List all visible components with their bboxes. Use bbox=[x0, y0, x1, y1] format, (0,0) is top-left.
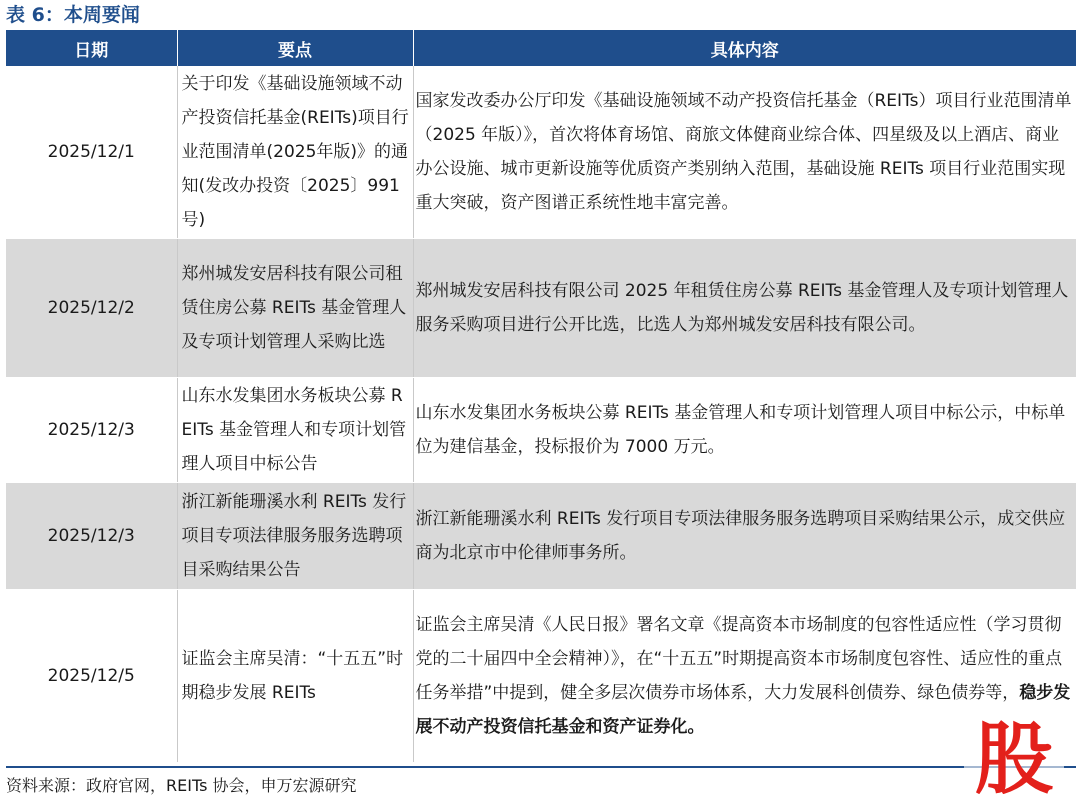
table-row bbox=[6, 239, 1076, 378]
row-detail-text: 郑州城发安居科技有限公司 2025 年租赁住房公募 REITs 基金管理人及专项计划管理人服务采购项目进行公开比选，比选人为郑州城发安居科技有限公司。 bbox=[415, 281, 1069, 335]
row-date: 2025/12/1 bbox=[6, 66, 177, 239]
stock-stamp-icon bbox=[964, 716, 1064, 794]
row-detail-text: 山东水发集团水务板块公募 REITs 基金管理人和专项计划管理人项目中标公示，中标单位为建信基金，投标报价为 7000 万元。 bbox=[415, 403, 1066, 457]
row-detail bbox=[413, 239, 1076, 378]
row-date: 2025/12/3 bbox=[6, 378, 177, 483]
row-point: 证监会主席吴清：“十五五”时期稳步发展 REITs bbox=[177, 590, 413, 763]
table-row bbox=[6, 66, 1076, 239]
row-detail bbox=[413, 66, 1076, 239]
row-point: 浙江新能珊溪水利 REITs 发行项目专项法律服务服务选聘项目采购结果公告 bbox=[177, 483, 413, 590]
row-detail-bold: 稳步发展不动产投资信托基金和资产证券化。 bbox=[415, 683, 1071, 737]
table-bottom-rule bbox=[6, 766, 1076, 768]
table-header-row bbox=[6, 30, 1076, 66]
table-row bbox=[6, 483, 1076, 590]
row-date: 2025/12/3 bbox=[6, 483, 177, 590]
table-row bbox=[6, 590, 1076, 763]
row-detail-text: 证监会主席吴清《人民日报》署名文章《提高资本市场制度的包容性适应性（学习贯彻党的二十届四中全会精神）》，在“十五五”时期提高资本市场制度包容性、适应性的重点任务举措”中提到，健全多层次债券市场体系，大力发展科创债券、绿色债券等， bbox=[415, 615, 1063, 703]
column-header-point: 要点 bbox=[177, 30, 413, 66]
row-point: 郑州城发安居科技有限公司租赁住房公募 REITs 基金管理人及专项计划管理人采购比选 bbox=[177, 239, 413, 378]
row-point: 关于印发《基础设施领域不动产投资信托基金(REITs)项目行业范围清单(2025年版)》的通知(发改办投资〔2025〕991 号) bbox=[177, 66, 413, 239]
table-title: 表 6：本周要闻 bbox=[6, 4, 140, 26]
row-detail bbox=[413, 378, 1076, 483]
row-point: 山东水发集团水务板块公募 REITs 基金管理人和专项计划管理人项目中标公告 bbox=[177, 378, 413, 483]
row-date: 2025/12/5 bbox=[6, 590, 177, 763]
row-detail-text: 浙江新能珊溪水利 REITs 发行项目专项法律服务服务选聘项目采购结果公示，成交供应商为北京市中伦律师事务所。 bbox=[415, 509, 1066, 563]
table-row bbox=[6, 378, 1076, 483]
stamp-char: 股 bbox=[974, 716, 1054, 794]
row-detail bbox=[413, 483, 1076, 590]
column-header-date: 日期 bbox=[6, 30, 177, 66]
column-header-detail: 具体内容 bbox=[413, 30, 1076, 66]
row-date: 2025/12/2 bbox=[6, 239, 177, 378]
row-detail-text: 国家发改委办公厅印发《基础设施领域不动产投资信托基金（REITs）项目行业范围清单（2025 年版）》，首次将体育场馆、商旅文体健商业综合体、四星级及以上酒店、商业办公设施、城市更新设施等优质资产类别纳入范围，基础设施 REITs 项目行业范围实现重大突破，资产图谱正系统性地丰富完善。 bbox=[415, 91, 1072, 213]
source-note: 资料来源：政府官网，REITs 协会，申万宏源研究 bbox=[6, 776, 357, 795]
news-table bbox=[6, 30, 1076, 763]
